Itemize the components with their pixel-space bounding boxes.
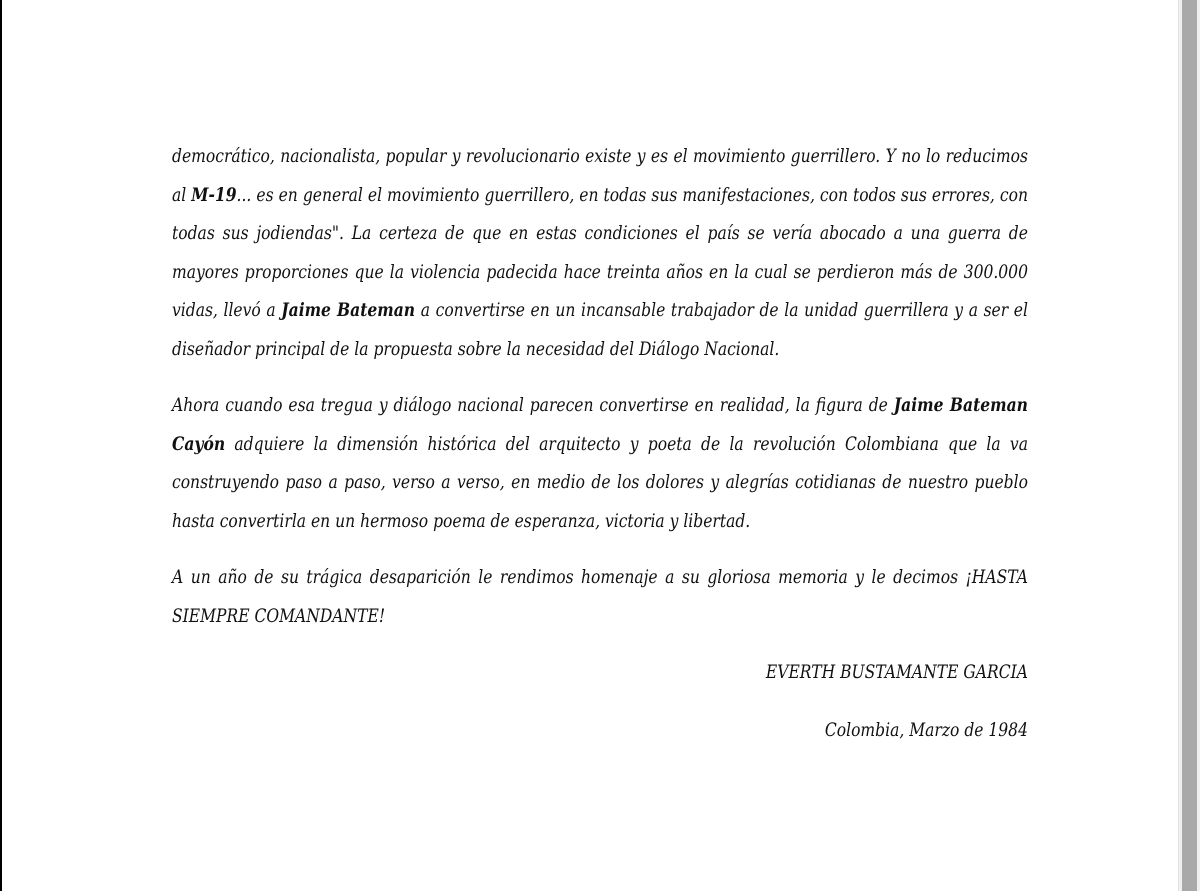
paragraph-1-text-b: ... es en general el movimiento guerrillero, en todas sus manifestaciones, con todos sus errores, con todas sus jodiendas". La certeza de que en estas condiciones el país se vería abocado a una guerra de mayores proporciones que la violencia padecida hace treinta años en la cual se perdieron más de 300.000 vidas, llevó a [172,184,1028,321]
left-page-border [0,0,2,891]
paragraph-1-text-c: a convertirse en un incansable trabajador de la unidad guerrillera y a ser el diseñador principal de la propuesta sobre la necesidad del Diálogo Nacional. [172,300,1028,360]
scrollbar-thumb[interactable] [1182,0,1197,891]
paragraph-2-bold-name: Jaime Bateman Cayón [172,395,1028,455]
paragraph-3: A un año de su trágica desaparición le rendimos homenaje a su gloriosa memoria y le decimos ¡HASTA SIEMPRE COMANDANTE! [172,567,1028,627]
paragraph-1-bold-name: Jaime Bateman [281,300,416,321]
paragraph-2-text-a: Ahora cuando esa tregua y diálogo nacional parecen convertirse en realidad, la figura de [172,395,894,416]
signature-place-date: Colombia, Marzo de 1984 [824,719,1028,741]
vertical-scrollbar[interactable] [1178,0,1200,891]
paragraph-1-bold-m19: M-19 [191,184,237,206]
paragraph-2 [172,387,1028,541]
document-page [172,138,1028,769]
paragraph-1-text-a: democrático, nacionalista, popular y revolucionario existe y es el movimiento guerrillero. Y no lo reducimos al [172,146,1028,206]
paragraph-2-text-b: adquiere la dimensión histórica del arquitecto y poeta de la revolución Colombiana que la va construyendo paso a paso, verso a verso, en medio de los dolores y alegrías cotidianas de nuestro pueblo hasta convertirla en un hermoso poema de esperanza, victoria y libertad. [172,433,1028,532]
paragraph-1 [172,138,1028,369]
signature-author: EVERTH BUSTAMANTE GARCIA [765,662,1028,683]
